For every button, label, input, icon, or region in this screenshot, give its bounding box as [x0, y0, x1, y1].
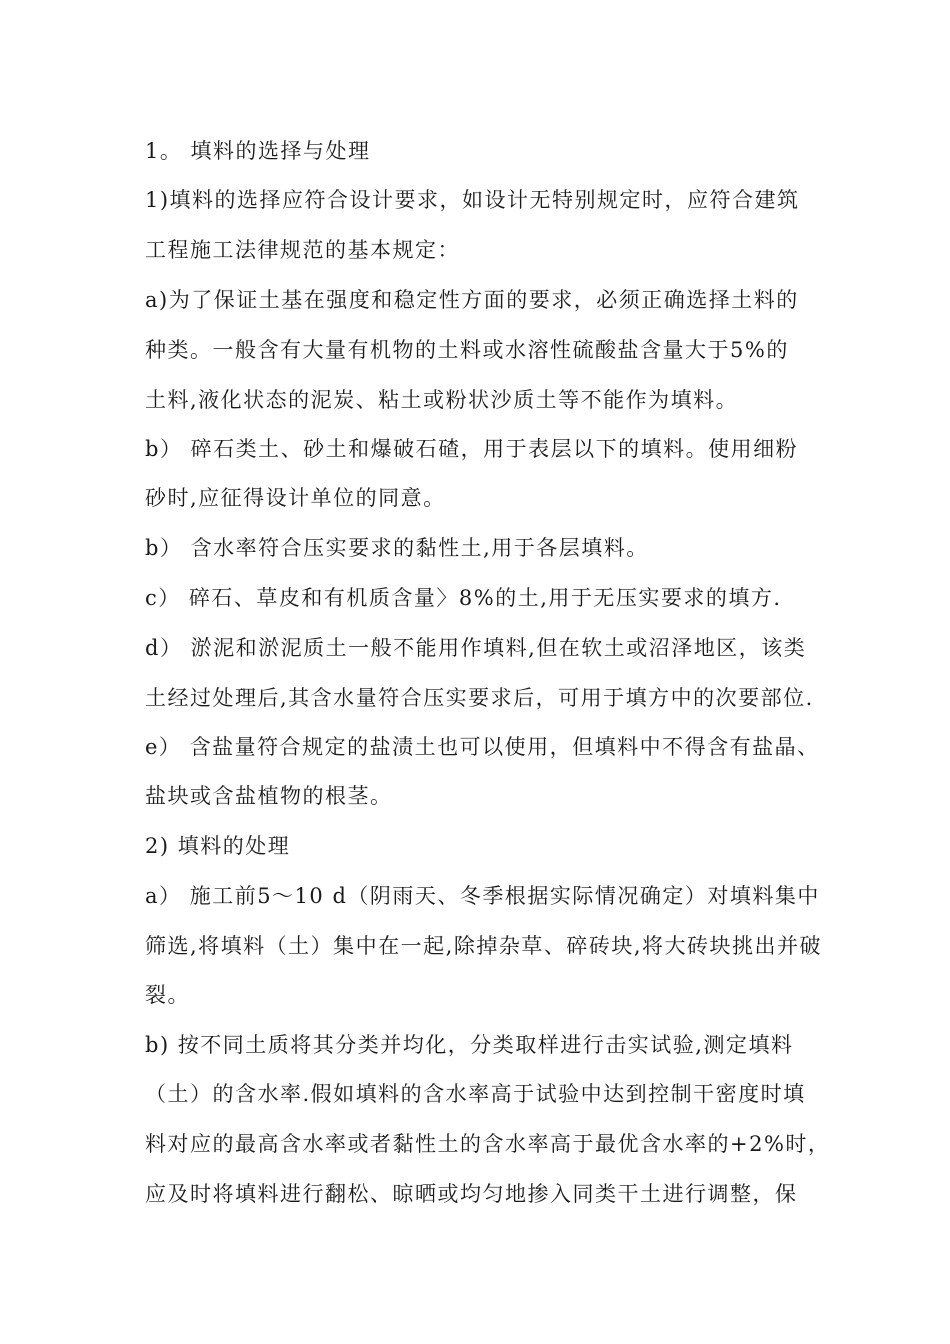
text-line: 工程施工法律规范的基本规定： [145, 238, 460, 262]
text-line: 筛选,将填料（土）集中在一起,除掉杂草、碎砖块,将大砖块挑出并破 [145, 934, 823, 958]
text-line: a） 施工前5～10 d（阴雨天、冬季根据实际情况确定）对填料集中 [145, 884, 820, 908]
text-line: 种类。一般含有大量有机物的土料或水溶性硫酸盐含量大于5%的 [145, 338, 789, 362]
text-line: a)为了保证土基在强度和稳定性方面的要求，必须正确选择土料的 [145, 288, 799, 312]
text-line: 裂。 [145, 983, 190, 1007]
section-heading: 1。 填料的选择与处理 [145, 139, 371, 163]
text-line: b) 按不同土质将其分类并均化，分类取样进行击实试验,测定填料 [145, 1033, 794, 1057]
subsection-heading: 2) 填料的处理 [145, 834, 291, 858]
text-line: 土料,液化状态的泥炭、粘土或粉状沙质土等不能作为填料。 [145, 388, 739, 412]
text-line: 土经过处理后,其含水量符合压实要求后，可用于填方中的次要部位. [145, 686, 814, 710]
text-line: 盐块或含盐植物的根茎。 [145, 784, 393, 808]
text-line: 1)填料的选择应符合设计要求，如设计无特别规定时，应符合建筑 [145, 188, 800, 212]
text-line: e） 含盐量符合规定的盐渍土也可以使用，但填料中不得含有盐晶、 [145, 735, 820, 759]
text-line: 料对应的最高含水率或者黏性土的含水率高于最优含水率的+2%时， [145, 1132, 831, 1156]
text-line: d） 淤泥和淤泥质土一般不能用作填料,但在软土或沼泽地区，该类 [145, 636, 807, 660]
text-line: 应及时将填料进行翻松、晾晒或均匀地掺入同类干土进行调整，保 [145, 1182, 798, 1206]
text-line: （土）的含水率.假如填料的含水率高于试验中达到控制干密度时填 [145, 1082, 806, 1106]
text-line: b） 含水率符合压实要求的黏性土,用于各层填料。 [145, 536, 649, 560]
text-line: c） 碎石、草皮和有机质含量〉8%的土,用于无压实要求的填方. [145, 586, 782, 610]
text-line: b） 碎石类土、砂土和爆破石碴，用于表层以下的填料。使用细粉 [145, 437, 799, 461]
text-line: 砂时,应征得设计单位的同意。 [145, 486, 446, 510]
